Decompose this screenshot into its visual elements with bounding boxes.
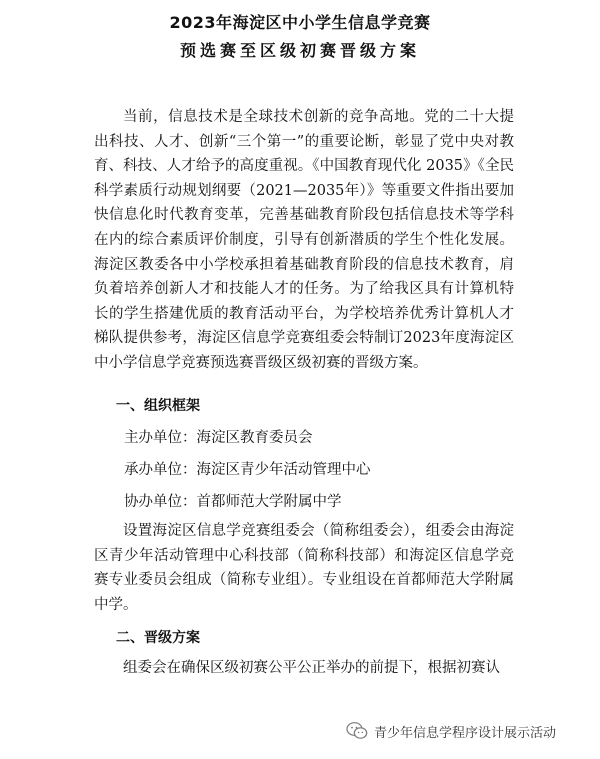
organizer-line: 主办单位：海淀区教育委员会 <box>124 430 313 446</box>
advancement-paragraph: 组委会在确保区级初赛公平公正举办的前提下，根据初赛认 <box>123 660 500 676</box>
document-title-line2: 预选赛至区级初赛晋级方案 <box>179 41 420 60</box>
section-heading-organization: 一、组织框架 <box>116 398 200 414</box>
co-organizer-line: 协办单位：首都师范大学附属中学 <box>124 494 342 510</box>
intro-paragraph: 当前，信息技术是全球技术创新的竞争高地。党的二十大提出科技、人才、创新“三个第一”的重要论断，彰显了党中央对教育、科技、人才给予的高度重视。《中国教育现代化 2035》《全民科学素质行动规划纲要（2021—2035年）》等重要文件指出要加快信息化时代教育变革，完善基础教育阶段包括信息技术等学科在内的综合素质评价制度，引导有创新潜质的学生个性化发展。海淀区教委各中小学校承担着基础教育阶段的信息技术教育，肩负着培养创新人才和技能人才的任务。为了给我区具有计算机特长的学生搭建优质的教育活动平台，为学校培养优秀计算机人才梯队提供参考，海淀区信息学竞赛组委会特制订2023年度海淀区中小学信息学竞赛预选赛晋级区级初赛的晋级方案。 <box>94 109 514 371</box>
section-heading-advancement: 二、晋级方案 <box>116 630 200 646</box>
committee-paragraph: 设置海淀区信息学竞赛组委会（简称组委会），组委会由海淀区青少年活动管理中心科技部（简称科技部）和海淀区信息学竞赛专业委员会组成（简称专业组）。专业组设在首都师范大学附属中学。 <box>94 523 514 613</box>
wechat-icon <box>346 721 368 741</box>
undertaker-line: 承办单位：海淀区青少年活动管理中心 <box>124 462 371 478</box>
wechat-account-name: 青少年信息学程序设计展示活动 <box>374 726 557 741</box>
document-title-line1: 2023年海淀区中小学生信息学竞赛 <box>169 13 431 32</box>
